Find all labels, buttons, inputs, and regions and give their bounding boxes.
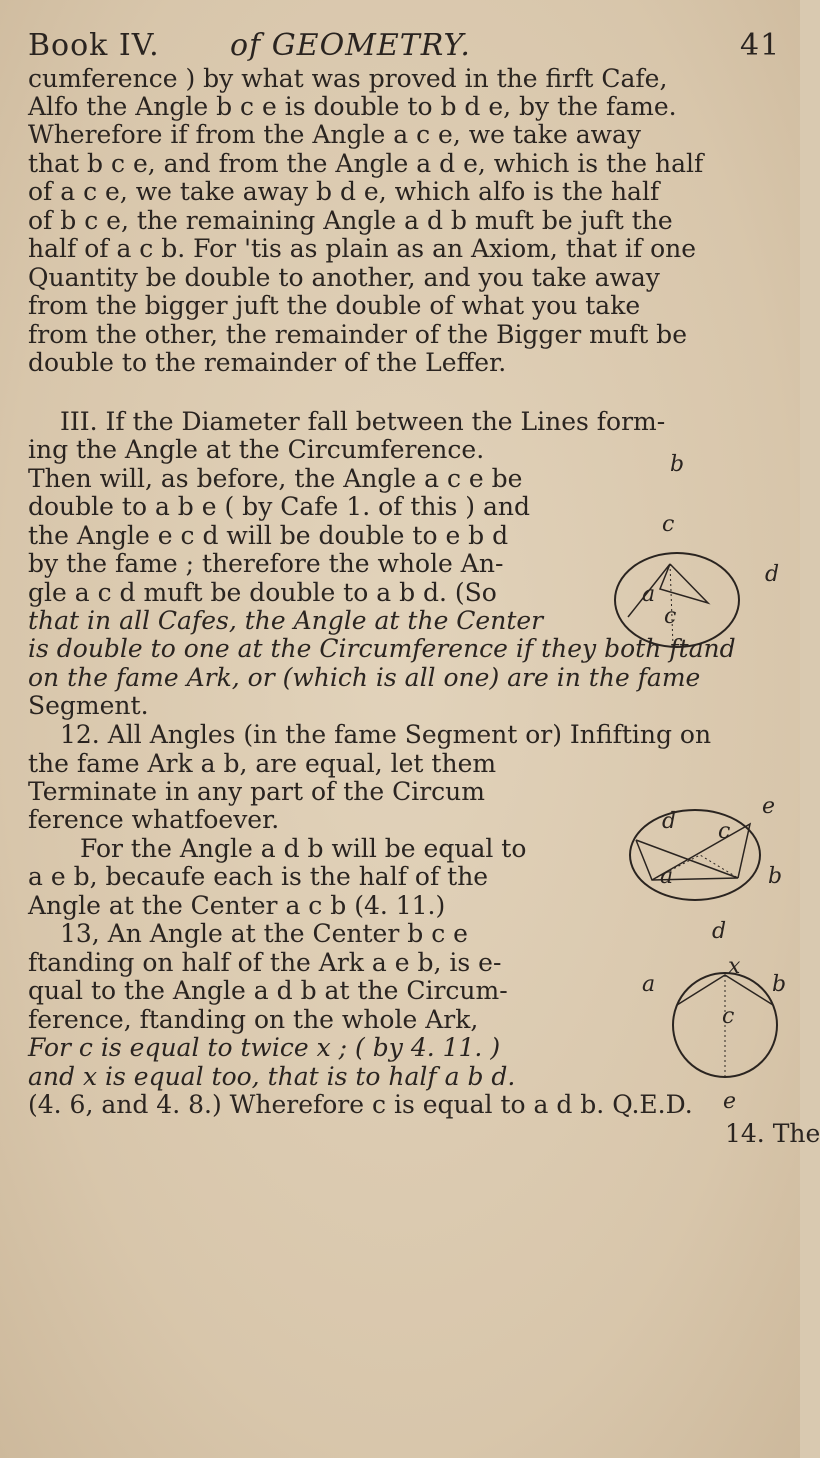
text-line: ftanding on half of the Ark a e b, is e- (28, 948, 502, 977)
page-number: 41 (740, 28, 781, 63)
text-line: For the Angle a d b will be equal to (80, 834, 527, 863)
text-line: Quantity be double to another, and you take away (28, 263, 660, 292)
running-head-book: Book IV. (28, 28, 160, 63)
text-line: by the fame ; therefore the whole An- (28, 549, 504, 578)
figure-label: e (762, 794, 776, 819)
text-line: double to a b e ( by Cafe 1. of this ) and (28, 492, 530, 521)
text-line: that b c e, and from the Angle a d e, which is the half (28, 149, 704, 178)
text-line: 13, An Angle at the Center b c e (60, 919, 468, 948)
figure-prop-twelve (590, 800, 790, 910)
text-line: Wherefore if from the Angle a c e, we take away (28, 120, 642, 149)
text-line: half of a c b. For 'tis as plain as an Axiom, that if one (28, 234, 697, 263)
text-line: of b c e, the remaining Angle a d b muft be juft the (28, 206, 673, 235)
text-line: ing the Angle at the Circumference. (28, 435, 485, 464)
figure-label: a (642, 582, 656, 607)
text-line: Angle at the Center a c b (4. 11.) (28, 891, 446, 920)
text-line: Terminate in any part of the Circum (28, 777, 485, 806)
text-line: cumference ) by what was proved in the firft Cafe, (28, 64, 668, 93)
text-line: is double to one at the Circumference if they both ftand (28, 634, 736, 663)
text-line: III. If the Diameter fall between the Lines form- (60, 407, 666, 436)
text-line: Alfo the Angle b c e is double to b d e, by the fame. (28, 92, 677, 121)
figure-label: c (718, 819, 731, 844)
figure-label: d (765, 562, 780, 587)
text-line: Segment. (28, 691, 149, 720)
text-line: ference, ftanding on the whole Ark, (28, 1005, 479, 1034)
text-line: double to the remainder of the Leffer. (28, 348, 507, 377)
figure-label: d (662, 809, 677, 834)
figure-label: b (670, 452, 685, 477)
text-line: from the bigger juft the double of what you take (28, 291, 641, 320)
text-line: the fame Ark a b, are equal, let them (28, 749, 497, 778)
text-line: Then will, as before, the Angle a c e be (28, 464, 523, 493)
figure-label: x (728, 954, 741, 979)
figure-label: e (723, 1089, 737, 1114)
text-line: and x is equal too, that is to half a b d. (28, 1062, 516, 1091)
figure-label: c (722, 1004, 735, 1029)
figure-label: a (660, 864, 674, 889)
figure-label: d (712, 919, 727, 944)
text-line: ference whatfoever. (28, 805, 280, 834)
text-line: the Angle e c d will be double to e b d (28, 521, 509, 550)
text-line: of a c e, we take away b d e, which alfo is the half (28, 177, 660, 206)
text-line: on the fame Ark, or (which is all one) are in the fame (28, 663, 701, 692)
text-line: For c is equal to twice x ; ( by 4. 11. ) (28, 1033, 501, 1062)
text-line: 14. The (725, 1119, 820, 1148)
text-line: qual to the Angle a d b at the Circum- (28, 976, 508, 1005)
text-line: a e b, becaufe each is the half of the (28, 862, 489, 891)
text-line: 12. All Angles (in the fame Segment or) Infifting on (60, 720, 712, 749)
figure-label: b (768, 864, 783, 889)
figure-label: a (642, 972, 656, 997)
text-line: that in all Cafes, the Angle at the Center (28, 606, 544, 635)
figure-label: c (662, 512, 675, 537)
text-line: from the other, the remainder of the Bigger muft be (28, 320, 687, 349)
text-line: gle a c d muft be double to a b d. (So (28, 578, 497, 607)
figure-case-three (590, 520, 790, 640)
figure-label: c (664, 604, 677, 629)
text-line: (4. 6, and 4. 8.) Wherefore c is equal to a d b. Q.E.D. (28, 1090, 693, 1119)
running-head-title: of GEOMETRY. (230, 28, 471, 63)
figure-label: b (772, 972, 787, 997)
